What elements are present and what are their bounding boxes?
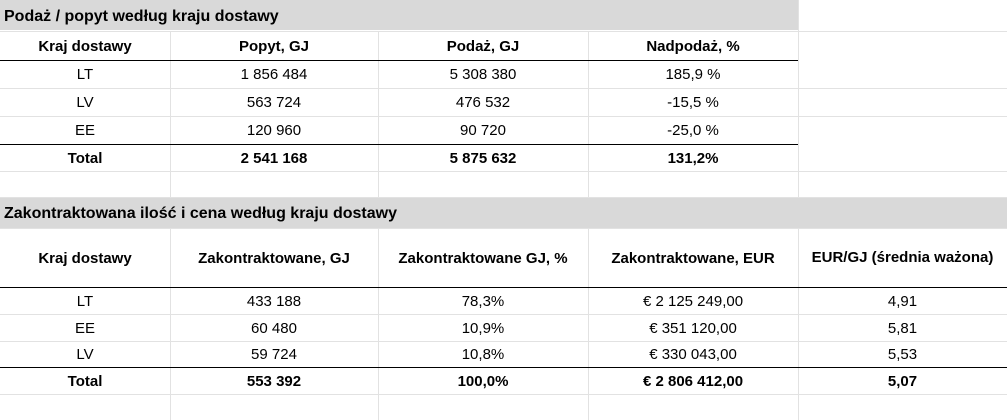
table2-row-0-contracted-gj: 433 188 [246, 292, 302, 310]
table1-row-1-demand: 563 724 [246, 94, 302, 111]
table1-total-oversupply: 131,2% [667, 149, 719, 167]
table2-title: Zakontraktowana ilość i cena według kraju dostawy [4, 205, 397, 222]
table2-row-0-eur-per-gj: 4,91 [887, 292, 918, 310]
table1-header-demand: Popyt, GJ [238, 37, 309, 55]
table1-row-2-supply: 90 720 [460, 122, 506, 139]
table2-row-0-contracted-eur: € 2 125 249,00 [642, 292, 744, 310]
table2-row-1-contracted-gj-pct: 10,9% [461, 319, 505, 337]
table1-total-demand: 2 541 168 [240, 149, 308, 167]
table2-row-2-contracted-gj-pct: 10,8% [461, 346, 505, 363]
table1-header-oversupply: Nadpodaż, % [646, 37, 740, 55]
table2-total-eur-per-gj: 5,07 [887, 372, 918, 390]
table1-row-1-country: LV [76, 94, 94, 111]
table1-row-0-country: LT [76, 66, 94, 83]
table2-total-label: Total [67, 372, 103, 390]
table2-row-2-eur-per-gj: 5,53 [887, 346, 918, 363]
table1-row-2-oversupply: -25,0 % [667, 122, 719, 139]
table2-header-eur-per-gj: EUR/GJ (średnia ważona) [811, 249, 994, 266]
table1-row-0-supply: 5 308 380 [449, 66, 517, 83]
table2-row-1-eur-per-gj: 5,81 [887, 319, 918, 337]
table2-total-contracted-gj: 553 392 [246, 372, 302, 390]
table1-total-supply: 5 875 632 [449, 149, 517, 167]
table1-row-0-demand: 1 856 484 [240, 66, 308, 83]
table2-row-2-contracted-eur: € 330 043,00 [649, 346, 737, 363]
table1-row-1-oversupply: -15,5 % [667, 94, 719, 111]
table1-total-label: Total [67, 149, 103, 167]
table2-row-1-country: EE [74, 319, 95, 337]
table2-total-contracted-eur: € 2 806 412,00 [642, 372, 744, 390]
table2-total-contracted-gj-pct: 100,0% [457, 372, 509, 390]
table2-header-contracted-gj: Zakontraktowane, GJ [198, 249, 350, 267]
table1-row-1-supply: 476 532 [455, 94, 511, 111]
table1-row-2-demand: 120 960 [246, 122, 302, 139]
table2-row-1-contracted-gj: 60 480 [251, 319, 297, 337]
table2-row-0-contracted-gj-pct: 78,3% [461, 292, 505, 310]
table2-header-contracted-gj-pct: Zakontraktowane GJ, % [398, 249, 568, 267]
table1-row-0-oversupply: 185,9 % [665, 66, 721, 83]
table2-row-2-country: LV [76, 346, 94, 363]
table1-header-supply: Podaż, GJ [446, 37, 520, 55]
table2-header-country: Kraj dostawy [38, 249, 132, 267]
table2-row-0-country: LT [76, 292, 94, 310]
table1-title: Podaż / popyt według kraju dostawy [4, 8, 279, 25]
table2-header-contracted-eur: Zakontraktowane, EUR [611, 249, 775, 267]
table1-header-country: Kraj dostawy [38, 37, 132, 55]
table2-row-2-contracted-gj: 59 724 [251, 346, 297, 363]
table1-row-2-country: EE [74, 122, 95, 139]
table2-row-1-contracted-eur: € 351 120,00 [649, 319, 737, 337]
